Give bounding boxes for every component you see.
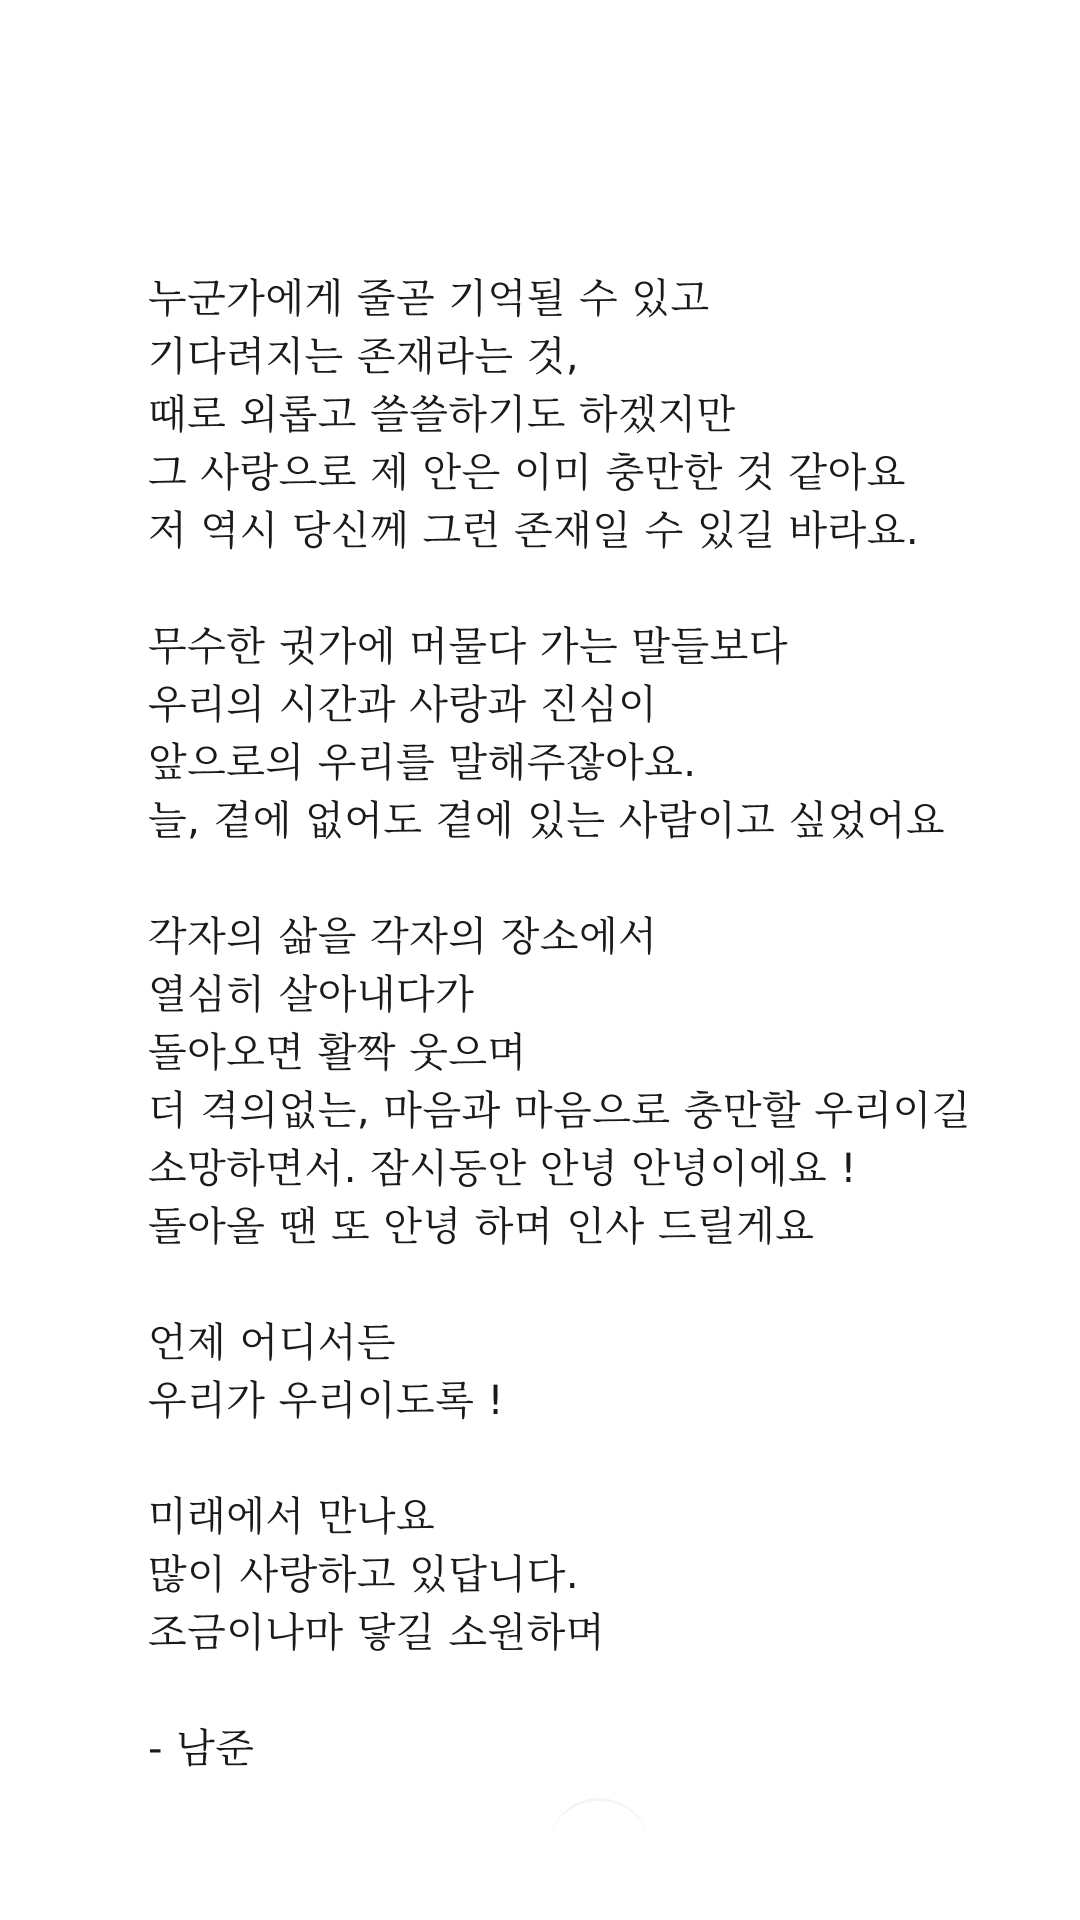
letter-line: 언제 어디서든 [148, 1320, 397, 1366]
letter-line: 무수한 귓가에 머물다 가는 말들보다 [148, 624, 788, 670]
faint-arc-decoration [548, 1798, 650, 1861]
letter-line: 기다려지는 존재라는 것, [148, 334, 580, 380]
letter-line: 돌아오면 활짝 웃으며 [148, 1030, 527, 1076]
letter-body [148, 270, 1048, 1778]
stanza-4 [148, 1314, 1048, 1430]
letter-line: 늘, 곁에 없어도 곁에 있는 사람이고 싶었어요 [148, 798, 946, 844]
letter-line: 누군가에게 줄곧 기억될 수 있고 [148, 276, 710, 322]
letter-line: 그 사랑으로 제 안은 이미 충만한 것 같아요 [148, 450, 906, 496]
letter-line: 더 격의없는, 마음과 마음으로 충만할 우리이길 [148, 1088, 971, 1134]
letter-line: 조금이나마 닿길 소원하며 [148, 1610, 605, 1656]
letter-line: 때로 외롭고 쓸쓸하기도 하겠지만 [148, 392, 736, 438]
stanza-2 [148, 618, 1048, 850]
letter-line: 저 역시 당신께 그런 존재일 수 있길 바라요. [148, 508, 920, 554]
letter-line: 우리의 시간과 사랑과 진심이 [148, 682, 658, 728]
letter-line: 소망하면서. 잠시동안 안녕 안녕이에요 ! [148, 1146, 857, 1192]
letter-line: 각자의 삶을 각자의 장소에서 [148, 914, 658, 960]
letter-line: 열심히 살아내다가 [148, 972, 475, 1018]
stanza-3 [148, 908, 1048, 1256]
letter-line: 우리가 우리이도록 ! [148, 1378, 505, 1424]
letter-line: 앞으로의 우리를 말해주잖아요. [148, 740, 697, 786]
stanza-5 [148, 1488, 1048, 1662]
stanza-1 [148, 270, 1048, 560]
letter-line: 돌아올 땐 또 안녕 하며 인사 드릴게요 [148, 1204, 815, 1250]
signature: - 남준 [148, 1726, 255, 1772]
letter-line: 미래에서 만나요 [148, 1494, 436, 1540]
letter-line: 많이 사랑하고 있답니다. [148, 1552, 580, 1598]
